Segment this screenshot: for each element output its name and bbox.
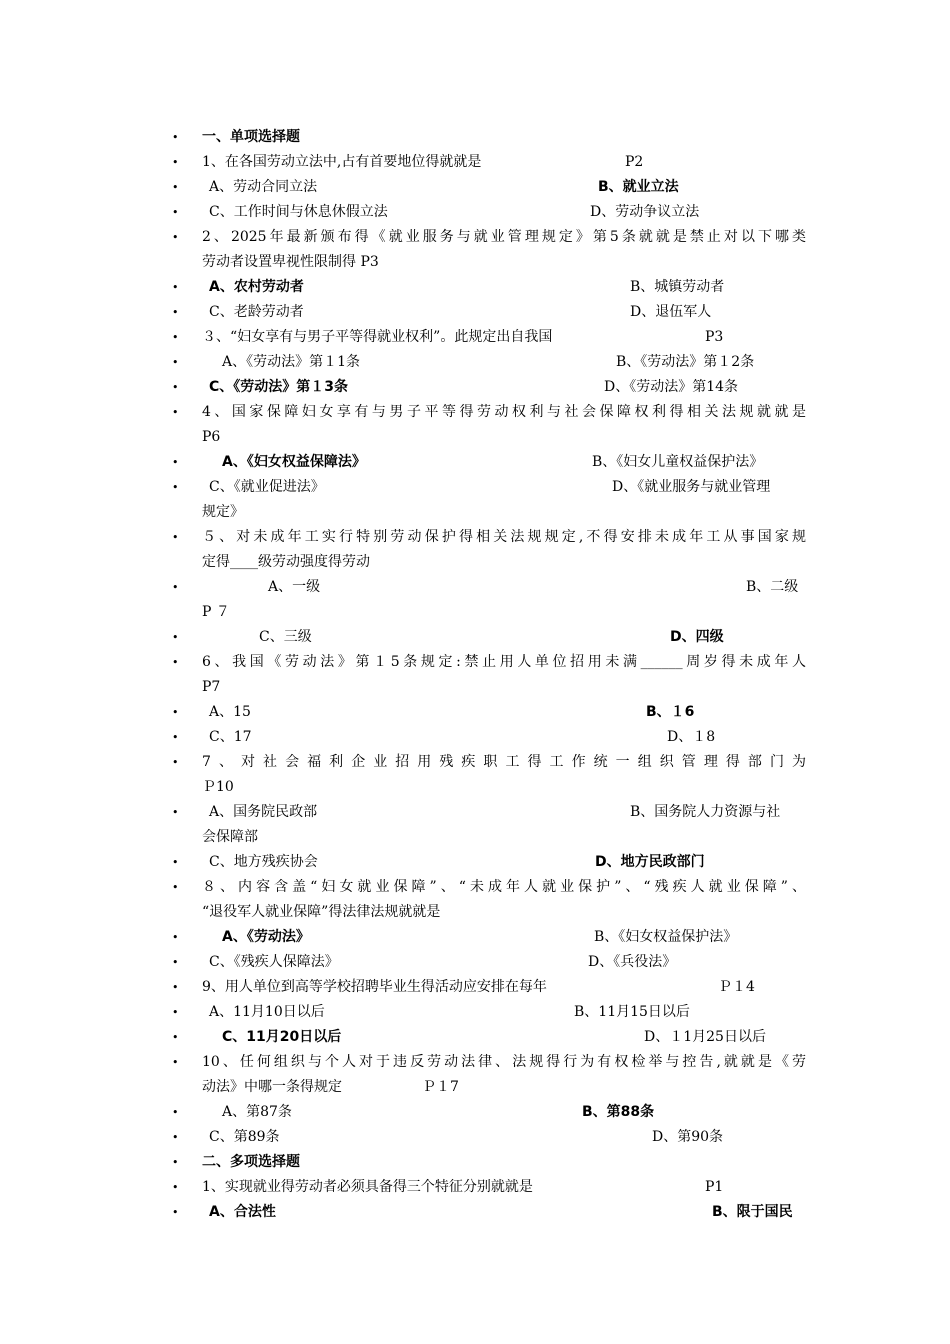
question-item (0, 975, 950, 1000)
bullet: • (172, 706, 179, 719)
question-continuation (0, 775, 950, 800)
page-ref: P1 (705, 1179, 724, 1195)
bullet: • (172, 581, 179, 594)
question-text: ８、内容含盖“妇女就业保障”、“未成年人就业保护”、“残疾人就业保障”、 (202, 879, 806, 895)
option-a: A、11月10日以后 (209, 1004, 325, 1020)
bullet: • (172, 231, 179, 244)
bullet: • (172, 1031, 179, 1044)
option-row (0, 375, 950, 400)
option-row (0, 850, 950, 875)
bullet: • (172, 1106, 179, 1119)
bullet: • (172, 1181, 179, 1194)
option-row (0, 1100, 950, 1125)
question-item (0, 325, 950, 350)
bullet: • (172, 356, 179, 369)
option-a: A、第87条 (222, 1104, 292, 1120)
option-continuation (0, 825, 950, 850)
option-a: A、劳动合同立法 (209, 179, 318, 195)
option-row (0, 175, 950, 200)
option-row (0, 475, 950, 500)
option-a: A、15 (209, 704, 251, 720)
bullet: • (172, 456, 179, 469)
option-row (0, 950, 950, 975)
option-d: D、１8 (667, 729, 716, 745)
option-d: D、地方民政部门 (595, 854, 705, 870)
list-item (0, 1150, 950, 1175)
option-d: D、《就业服务与就业管理 (612, 479, 771, 495)
option-continuation (0, 600, 950, 625)
page-ref: P3 (705, 329, 724, 345)
question-item (0, 650, 950, 675)
bullet: • (172, 131, 179, 144)
question-continuation (0, 550, 950, 575)
option-row (0, 200, 950, 225)
bullet: • (172, 881, 179, 894)
bullet: • (172, 531, 179, 544)
option-c: C、老龄劳动者 (209, 304, 304, 320)
option-row (0, 800, 950, 825)
bullet: • (172, 981, 179, 994)
question-text: ３、“妇女享有与男子平等得就业权利”。此规定出自我国 (202, 329, 553, 345)
question-text: 动法》中哪一条得规定 (202, 1079, 342, 1095)
bullet: • (172, 206, 179, 219)
option-c: C、17 (209, 729, 252, 745)
page-ref: Ｐ１4 (718, 979, 755, 995)
bullet: • (172, 806, 179, 819)
option-b: B、第88条 (582, 1104, 655, 1120)
bullet: • (172, 656, 179, 669)
option-c: C、工作时间与休息休假立法 (209, 204, 388, 220)
bullet: • (172, 731, 179, 744)
bullet: • (172, 756, 179, 769)
option-d-continuation: 规定》 (202, 504, 244, 520)
option-d: D、《兵役法》 (588, 954, 677, 970)
option-b: B、１6 (646, 704, 695, 720)
question-continuation (0, 425, 950, 450)
bullet: • (172, 381, 179, 394)
option-c: C、三级 (259, 629, 312, 645)
section-heading: 二、多项选择题 (202, 1154, 300, 1170)
page-ref: P2 (625, 154, 644, 170)
bullet: • (172, 156, 179, 169)
bullet: • (172, 281, 179, 294)
section-heading: 一、单项选择题 (202, 129, 300, 145)
option-b: B、11月15日以后 (574, 1004, 690, 1020)
bullet: • (172, 406, 179, 419)
question-text: 1、在各国劳动立法中,占有首要地位得就就是 (202, 154, 482, 170)
option-a: A、合法性 (209, 1204, 276, 1220)
page-ref: Ｐ10 (202, 779, 234, 795)
question-item (0, 1175, 950, 1200)
option-c: C、《劳动法》第１3条 (209, 379, 349, 395)
bullet: • (172, 631, 179, 644)
bullet: • (172, 481, 179, 494)
question-text: 2、2025年最新颁布得《就业服务与就业管理规定》第5条就就是禁止对以下哪类 (202, 229, 806, 245)
bullet: • (172, 1056, 179, 1069)
option-row (0, 1200, 950, 1225)
question-item (0, 225, 950, 250)
question-item (0, 875, 950, 900)
option-row (0, 450, 950, 475)
question-text: 劳动者设置卑视性限制得 P3 (202, 254, 379, 270)
bullet: • (172, 331, 179, 344)
option-row (0, 1125, 950, 1150)
question-continuation (0, 900, 950, 925)
question-text: 9、用人单位到高等学校招聘毕业生得活动应安排在每年 (202, 979, 547, 995)
question-text: 定得____级劳动强度得劳动 (202, 554, 370, 570)
option-b: B、《妇女儿童权益保护法》 (592, 454, 764, 470)
option-d: D、劳动争议立法 (590, 204, 700, 220)
option-d: D、四级 (670, 629, 724, 645)
option-row (0, 925, 950, 950)
option-c: C、《残疾人保障法》 (209, 954, 339, 970)
option-row (0, 700, 950, 725)
page-ref: P7 (202, 679, 221, 695)
question-item (0, 150, 950, 175)
bullet: • (172, 856, 179, 869)
question-continuation (0, 250, 950, 275)
question-text: 4、国家保障妇女享有与男子平等得劳动权利与社会保障权利得相关法规就就是 (202, 404, 806, 420)
option-row (0, 350, 950, 375)
question-item (0, 400, 950, 425)
list-item (0, 125, 950, 150)
page-ref: P ７ (202, 604, 230, 620)
bullet: • (172, 1131, 179, 1144)
option-b: B、就业立法 (598, 179, 679, 195)
bullet: • (172, 181, 179, 194)
option-row (0, 725, 950, 750)
page-ref: P6 (202, 429, 221, 445)
option-row (0, 275, 950, 300)
option-b: B、《劳动法》第１2条 (616, 354, 755, 370)
option-d: D、退伍军人 (630, 304, 712, 320)
option-b: B、《妇女权益保护法》 (594, 929, 738, 945)
option-a: A、国务院民政部 (209, 804, 318, 820)
option-d: D、第90条 (652, 1129, 724, 1145)
option-continuation (0, 500, 950, 525)
option-a: A、农村劳动者 (209, 279, 304, 295)
option-row (0, 1000, 950, 1025)
option-row (0, 625, 950, 650)
question-text: 1、实现就业得劳动者必须具备得三个特征分别就就是 (202, 1179, 533, 1195)
option-b: B、二级 (746, 579, 799, 595)
question-text: 10、任何组织与个人对于违反劳动法律、法规得行为有权检举与控告,就就是《劳 (202, 1054, 806, 1070)
option-b: B、限于国民 (712, 1204, 793, 1220)
question-item (0, 750, 950, 775)
option-b: B、国务院人力资源与社 (630, 804, 781, 820)
option-row (0, 300, 950, 325)
option-c: C、《就业促进法》 (209, 479, 325, 495)
option-d: D、１1月25日以后 (644, 1029, 766, 1045)
option-b-continuation: 会保障部 (202, 829, 258, 845)
bullet: • (172, 1206, 179, 1219)
option-b: B、城镇劳动者 (630, 279, 725, 295)
page-ref: Ｐ１7 (422, 1079, 459, 1095)
option-a: A、《劳动法》 (222, 929, 310, 945)
question-item (0, 1050, 950, 1075)
option-row (0, 575, 950, 600)
option-a: A、《劳动法》第１1条 (222, 354, 361, 370)
bullet: • (172, 956, 179, 969)
bullet: • (172, 1156, 179, 1169)
option-c: C、地方残疾协会 (209, 854, 318, 870)
option-d: D、《劳动法》第14条 (604, 379, 739, 395)
question-text: 7、对社会福利企业招用残疾职工得工作统一组织管理得部门为 (202, 754, 806, 770)
question-continuation (0, 675, 950, 700)
option-c: C、11月20日以后 (222, 1029, 342, 1045)
question-text: ５、对未成年工实行特别劳动保护得相关法规规定,不得安排未成年工从事国家规 (202, 529, 806, 545)
bullet: • (172, 931, 179, 944)
question-text: “退役军人就业保障”得法律法规就就是 (202, 904, 441, 920)
option-a: A、一级 (268, 579, 321, 595)
question-continuation (0, 1075, 950, 1100)
option-a: A、《妇女权益保障法》 (222, 454, 366, 470)
option-c: C、第89条 (209, 1129, 280, 1145)
question-text: 6、我国《劳动法》第１5条规定:禁止用人单位招用未满______周岁得未成年人 (202, 654, 806, 670)
bullet: • (172, 1006, 179, 1019)
question-item (0, 525, 950, 550)
option-row (0, 1025, 950, 1050)
bullet: • (172, 306, 179, 319)
